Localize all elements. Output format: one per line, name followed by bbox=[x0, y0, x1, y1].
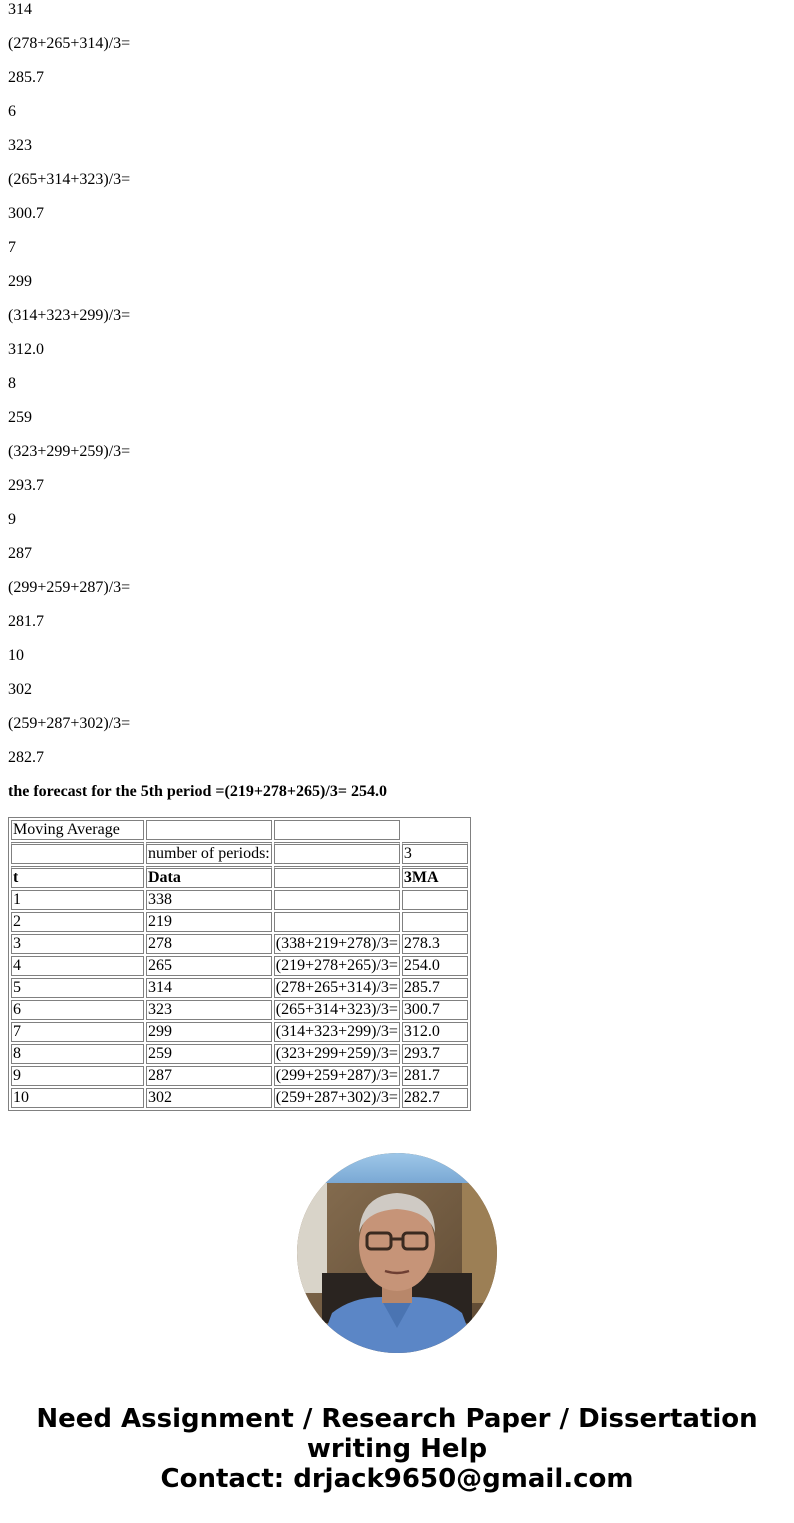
text-line: 8 bbox=[8, 375, 16, 392]
portrait-illustration bbox=[297, 1153, 497, 1353]
cell-t: 7 bbox=[11, 1022, 144, 1042]
text-line: 314 bbox=[8, 1, 32, 18]
cell-calc: (265+314+323)/3= bbox=[275, 1001, 398, 1018]
text-line: 7 bbox=[8, 239, 16, 256]
cell-calc: (219+278+265)/3= bbox=[275, 957, 398, 974]
text-line: (314+323+299)/3= bbox=[8, 307, 131, 324]
cell-t: 4 bbox=[11, 956, 144, 976]
header-t: t bbox=[11, 866, 144, 888]
text-line: 287 bbox=[8, 545, 32, 562]
text-line: 285.7 bbox=[8, 69, 44, 86]
cell-data: 265 bbox=[146, 956, 272, 976]
calculation-lines bbox=[8, 0, 768, 782]
cell-t: 2 bbox=[11, 912, 144, 932]
header-calc bbox=[274, 866, 400, 888]
cell-calc: (278+265+314)/3= bbox=[275, 979, 398, 996]
cta-line-1: Need Assignment / Research Paper / Dissertation bbox=[36, 1404, 758, 1434]
text-line: 281.7 bbox=[8, 613, 44, 630]
table-row bbox=[11, 1044, 468, 1064]
contact-banner bbox=[0, 1404, 794, 1494]
text-line: (265+314+323)/3= bbox=[8, 171, 131, 188]
table-row bbox=[11, 890, 468, 910]
table-title: Moving Average bbox=[11, 820, 144, 840]
cell-calc: (338+219+278)/3= bbox=[275, 935, 398, 952]
header-data: Data bbox=[146, 866, 272, 888]
cell-data: 259 bbox=[146, 1044, 272, 1064]
cell-t: 1 bbox=[11, 890, 144, 910]
text-line: 312.0 bbox=[8, 341, 44, 358]
cell-ma: 282.7 bbox=[402, 1088, 468, 1108]
moving-average-table bbox=[8, 817, 471, 1111]
text-line: 10 bbox=[8, 647, 24, 664]
table-header-row bbox=[11, 866, 468, 888]
cell-t: 10 bbox=[11, 1088, 144, 1108]
table-row bbox=[11, 1066, 468, 1086]
cell-ma: 281.7 bbox=[402, 1066, 468, 1086]
cell-data: 299 bbox=[146, 1022, 272, 1042]
text-line: 323 bbox=[8, 137, 32, 154]
text-line: 6 bbox=[8, 103, 16, 120]
table-row bbox=[11, 1022, 468, 1042]
text-line: 300.7 bbox=[8, 205, 44, 222]
cell-ma bbox=[402, 890, 468, 910]
empty-cell bbox=[274, 820, 400, 840]
cell-data: 219 bbox=[146, 912, 272, 932]
cell-data: 323 bbox=[146, 1000, 272, 1020]
cell-data: 287 bbox=[146, 1066, 272, 1086]
cell-t: 9 bbox=[11, 1066, 144, 1086]
empty-cell bbox=[274, 842, 400, 864]
periods-label: number of periods: bbox=[146, 842, 272, 864]
text-line: (299+259+287)/3= bbox=[8, 579, 131, 596]
cell-ma: 312.0 bbox=[402, 1022, 468, 1042]
empty-cell bbox=[402, 820, 468, 840]
periods-value: 3 bbox=[402, 842, 468, 864]
cell-ma: 300.7 bbox=[402, 1000, 468, 1020]
forecast-statement: the forecast for the 5th period =(219+278+265)/3= 254.0 bbox=[8, 783, 387, 800]
cell-ma: 278.3 bbox=[402, 934, 468, 954]
text-line: 302 bbox=[8, 681, 32, 698]
periods-row bbox=[11, 842, 468, 864]
text-line: 9 bbox=[8, 511, 16, 528]
table-row bbox=[11, 934, 468, 954]
cell-t: 6 bbox=[11, 1000, 144, 1020]
cell-data: 338 bbox=[146, 890, 272, 910]
empty-cell bbox=[11, 842, 144, 864]
cell-data: 278 bbox=[146, 934, 272, 954]
cell-t: 5 bbox=[11, 978, 144, 998]
author-photo bbox=[297, 1153, 497, 1353]
table-title-row bbox=[11, 820, 468, 840]
cell-ma: 285.7 bbox=[402, 978, 468, 998]
cell-t: 3 bbox=[11, 934, 144, 954]
cell-calc: (314+323+299)/3= bbox=[275, 1023, 398, 1040]
cell-calc: (259+287+302)/3= bbox=[275, 1089, 398, 1106]
cell-ma bbox=[402, 912, 468, 932]
table-row bbox=[11, 978, 468, 998]
text-line: 293.7 bbox=[8, 477, 44, 494]
text-line: 282.7 bbox=[8, 749, 44, 766]
text-line: (323+299+259)/3= bbox=[8, 443, 131, 460]
cell-calc: (323+299+259)/3= bbox=[275, 1045, 398, 1062]
cell-ma: 293.7 bbox=[402, 1044, 468, 1064]
empty-cell bbox=[146, 820, 272, 840]
cell-ma: 254.0 bbox=[402, 956, 468, 976]
cell-calc bbox=[274, 912, 400, 932]
table-row bbox=[11, 912, 468, 932]
header-3ma: 3MA bbox=[402, 866, 468, 888]
cell-data: 314 bbox=[146, 978, 272, 998]
table-row bbox=[11, 1088, 468, 1108]
cell-data: 302 bbox=[146, 1088, 272, 1108]
cell-calc bbox=[274, 890, 400, 910]
text-line: (259+287+302)/3= bbox=[8, 715, 131, 732]
cta-contact-email: Contact: drjack9650@gmail.com bbox=[160, 1464, 634, 1494]
text-line: 259 bbox=[8, 409, 32, 426]
table-row bbox=[11, 956, 468, 976]
cell-calc: (299+259+287)/3= bbox=[275, 1067, 398, 1084]
text-line: (278+265+314)/3= bbox=[8, 35, 131, 52]
text-line: 299 bbox=[8, 273, 32, 290]
cta-line-2: writing Help bbox=[306, 1434, 488, 1464]
cell-t: 8 bbox=[11, 1044, 144, 1064]
table-row bbox=[11, 1000, 468, 1020]
